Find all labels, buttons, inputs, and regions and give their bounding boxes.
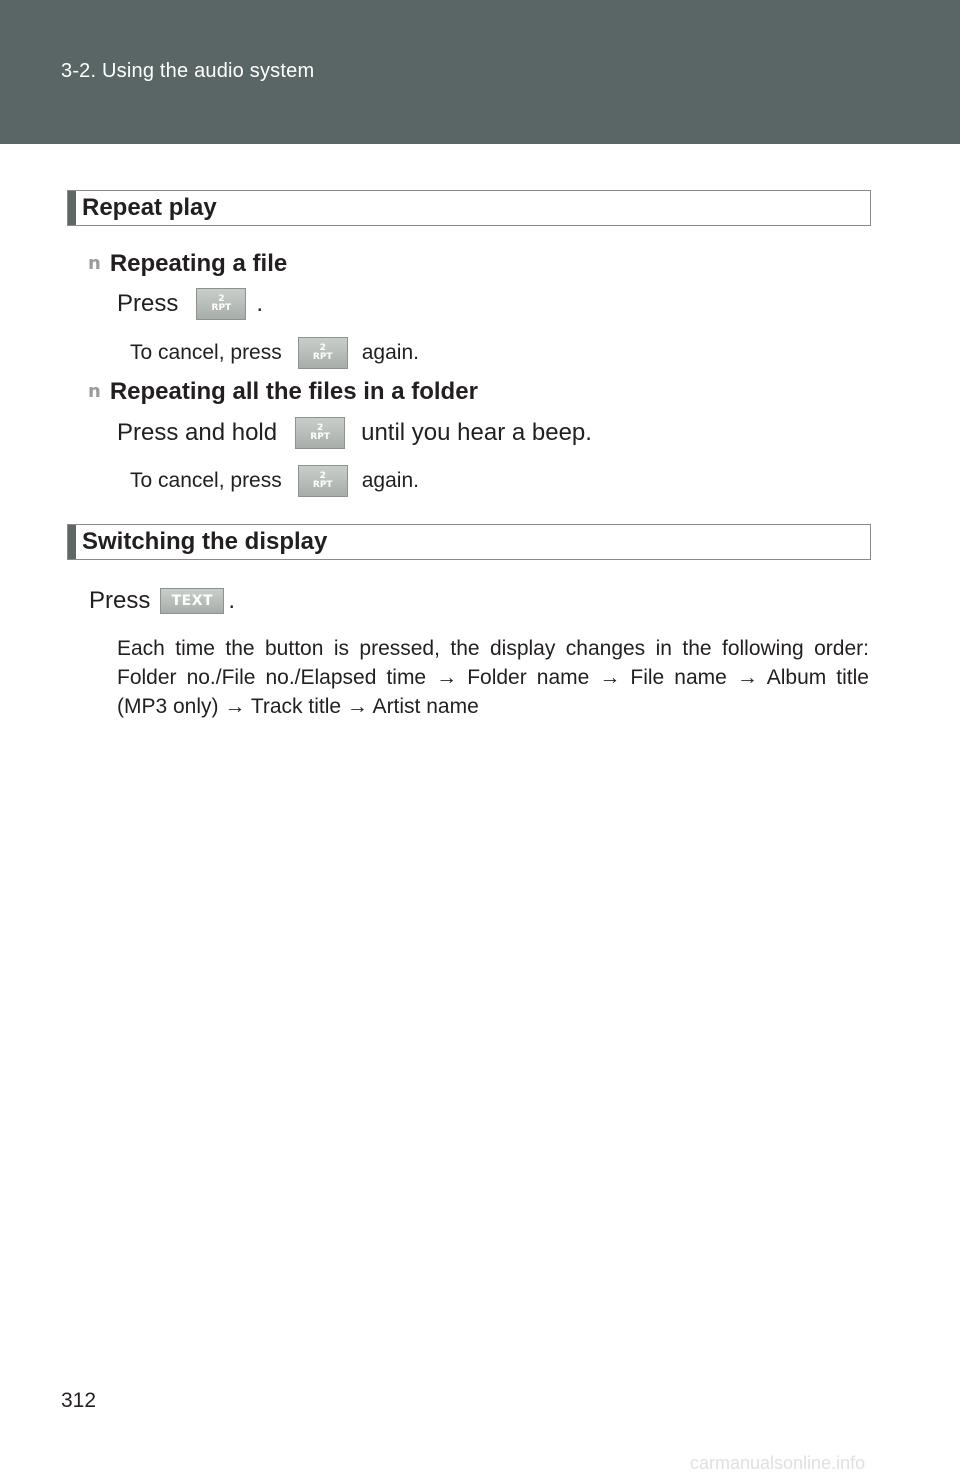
breadcrumb: 3-2. Using the audio system [61,60,315,82]
instruction-line: Press 2 RPT . [117,288,263,320]
page-header [0,0,960,144]
section-header-repeat-play [67,190,871,226]
section-header-switching-display [67,524,871,560]
instruction-line: Press TEXT . [89,587,236,614]
rpt-button: 2 RPT [196,288,246,320]
cancel-note: To cancel, press 2 RPT again. [130,465,419,497]
bullet-icon: n [88,253,101,274]
bullet-icon: n [88,381,101,402]
subheading-repeating-folder: n Repeating all the files in a folder [88,378,478,405]
instruction-line: Press and hold 2 RPT until you hear a beep. [117,417,592,449]
display-order-description: Each time the button is pressed, the display changes in the following order: Folder no./File no./Elapsed time → Folder name → File name → Album title (MP3 only) → Track title → Artist name [117,637,869,718]
rpt-button: 2 RPT [295,417,345,449]
section-title: Switching the display [82,528,328,555]
page-number: 312 [61,1389,97,1412]
subheading-repeating-file: n Repeating a file [88,250,288,277]
rpt-button: 2 RPT [298,337,348,369]
text-button: TEXT [160,588,224,614]
cancel-note: To cancel, press 2 RPT again. [130,337,419,369]
rpt-button: 2 RPT [298,465,348,497]
section-title: Repeat play [82,194,217,221]
watermark: carmanualsonline.info [690,1453,866,1473]
